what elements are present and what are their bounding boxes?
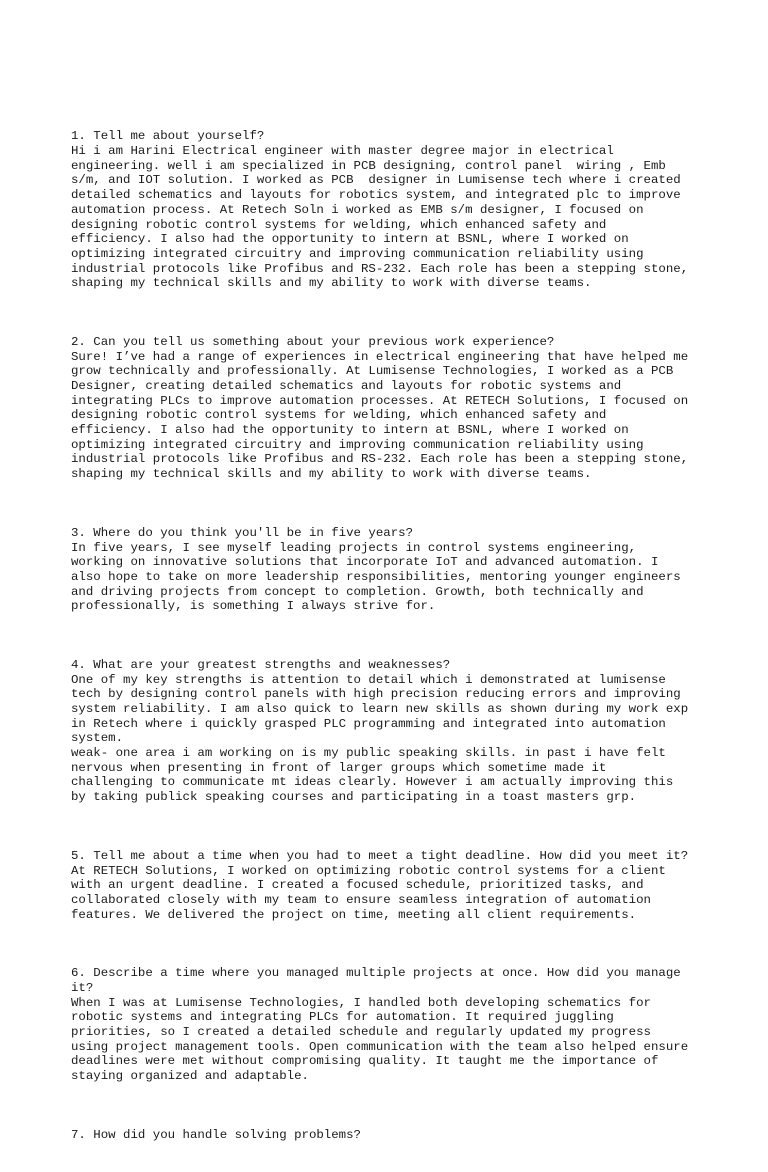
answer-line: detailed schematics and layouts for robotics system, and integrated plc to improve — [71, 188, 681, 203]
answer-line: it? — [71, 980, 94, 995]
answer-line: Sure! I’ve had a range of experiences in electrical engineering that have helped me — [71, 349, 689, 364]
qa-section — [71, 1128, 761, 1143]
answer-line: tech by designing control panels with high precision reducing errors and improving — [71, 687, 681, 702]
answer-line: One of my key strengths is attention to detail which i demonstrated at lumisense — [71, 672, 666, 687]
answer-line: challenging to communicate mt ideas clearly. However i am actually improving this — [71, 775, 674, 790]
answer-line: shaping my technical skills and my ability to work with diverse teams. — [71, 276, 592, 291]
qa-section — [71, 526, 761, 614]
question-line: 7. How did you handle solving problems? — [71, 1127, 361, 1142]
answer-line: also hope to take on more leadership responsibilities, mentoring younger engineers — [71, 569, 681, 584]
answer-line: system reliability. I am also quick to learn new skills as shown during my work exp — [71, 702, 689, 717]
question-line: 1. Tell me about yourself? — [71, 129, 265, 144]
answer-line: optimizing integrated circuitry and improving communication reliability using — [71, 437, 644, 452]
answer-line: using project management tools. Open communication with the team also helped ensure — [71, 1039, 689, 1054]
qa-section — [71, 849, 761, 922]
question-line: 5. Tell me about a time when you had to meet a tight deadline. How did you meet it? — [71, 848, 689, 863]
answer-line: deadlines were met without compromising quality. It taught me the importance of — [71, 1054, 659, 1069]
answer-line: designing robotic control systems for welding, which enhanced safety and — [71, 408, 607, 423]
answer-line: in Retech where i quickly grasped PLC programming and integrated into automation — [71, 716, 666, 731]
qa-section — [71, 335, 761, 482]
answer-line: and driving projects from concept to completion. Growth, both technically and — [71, 584, 644, 599]
answer-line: industrial protocols like Profibus and RS-232. Each role has been a stepping stone, — [71, 261, 689, 276]
answer-line: priorities, so I created a detailed schedule and regularly updated my progress — [71, 1025, 651, 1040]
answer-line: When I was at Lumisense Technologies, I handled both developing schematics for — [71, 995, 651, 1010]
answer-line: optimizing integrated circuitry and improving communication reliability using — [71, 246, 644, 261]
answer-line: nervous when presenting in front of larger groups which sometime made it — [71, 760, 607, 775]
answer-line: working on innovative solutions that incorporate IoT and advanced automation. I — [71, 555, 659, 570]
answer-line: robotic systems and integrating PLCs for automation. It required juggling — [71, 1010, 614, 1025]
qa-section — [71, 966, 761, 1084]
answer-line: by taking publick speaking courses and participating in a toast masters grp. — [71, 790, 637, 805]
answer-line: weak- one area i am working on is my public speaking skills. in past i have felt — [71, 746, 666, 761]
answer-line: At RETECH Solutions, I worked on optimizing robotic control systems for a client — [71, 863, 666, 878]
answer-line: integrating PLCs to improve automation processes. At RETECH Solutions, I focused on — [71, 393, 689, 408]
answer-line: grow technically and professionally. At Lumisense Technologies, I worked as a PCB — [71, 364, 674, 379]
answer-line: industrial protocols like Profibus and RS-232. Each role has been a stepping stone, — [71, 452, 689, 467]
answer-line: automation process. At Retech Soln i worked as EMB s/m designer, I focused on — [71, 202, 644, 217]
qa-section — [71, 658, 761, 805]
answer-line: professionally, is something I always strive for. — [71, 599, 436, 614]
document-body — [71, 100, 761, 1172]
answer-line: system. — [71, 731, 124, 746]
answer-line: Designer, creating detailed schematics and layouts for robotic systems and — [71, 379, 622, 394]
answer-line: efficiency. I also had the opportunity to intern at BSNL, where I worked on — [71, 423, 629, 438]
answer-line: engineering. well i am specialized in PCB designing, control panel wiring , Emb — [71, 158, 666, 173]
answer-line: In five years, I see myself leading projects in control systems engineering, — [71, 540, 637, 555]
answer-line: designing robotic control systems for welding, which enhanced safety and — [71, 217, 607, 232]
qa-section — [71, 129, 761, 291]
answer-line: efficiency. I also had the opportunity to intern at BSNL, where I worked on — [71, 232, 629, 247]
answer-line: collaborated closely with my team to ensure seamless integration of automation — [71, 892, 651, 907]
question-line: 2. Can you tell us something about your previous work experience? — [71, 334, 555, 349]
question-line: 4. What are your greatest strengths and weaknesses? — [71, 657, 451, 672]
answer-line: shaping my technical skills and my ability to work with diverse teams. — [71, 467, 592, 482]
question-line: 3. Where do you think you'll be in five years? — [71, 525, 414, 540]
answer-line: s/m, and IOT solution. I worked as PCB designer in Lumisense tech where i created — [71, 173, 681, 188]
answer-line: with an urgent deadline. I created a focused schedule, prioritized tasks, and — [71, 878, 644, 893]
question-line: 6. Describe a time where you managed multiple projects at once. How did you manage — [71, 966, 681, 981]
answer-line: Hi i am Harini Electrical engineer with master degree major in electrical — [71, 144, 614, 159]
answer-line: staying organized and adaptable. — [71, 1069, 309, 1084]
answer-line: features. We delivered the project on time, meeting all client requirements. — [71, 907, 637, 922]
